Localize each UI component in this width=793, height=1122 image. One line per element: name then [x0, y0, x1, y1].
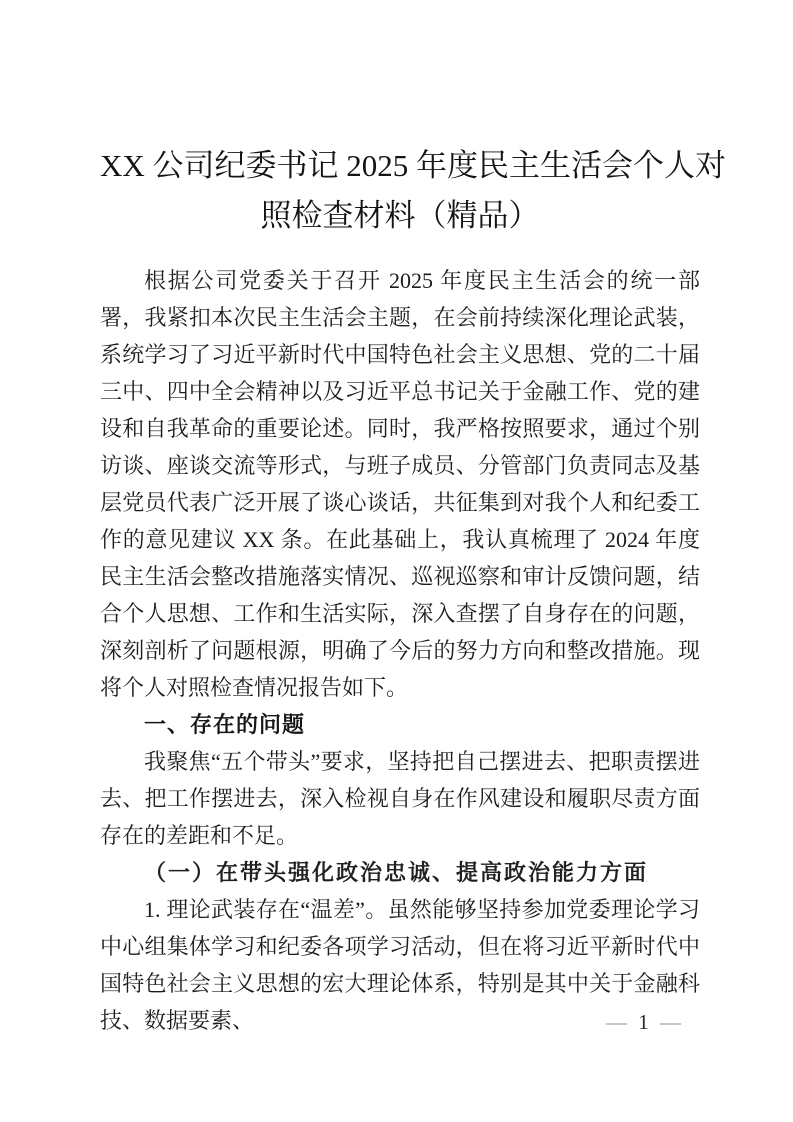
section-heading-problems: 一、存在的问题	[144, 712, 306, 737]
paragraph-focus: 我聚焦“五个带头”要求，坚持把自己摆进去、把职责摆进去、把工作摆进去，深入检视自身在作风建设和履职尽责方面存在的差距和不足。	[100, 749, 700, 848]
page-number: 1	[638, 1010, 649, 1034]
document-body	[100, 262, 700, 1039]
document-content	[100, 0, 727, 1039]
paragraph-intro: 根据公司党委关于召开 2025 年度民主生活会的统一部署，我紧扣本次民主生活会主题，在会前持续深化理论武装，系统学习了习近平新时代中国特色社会主义思想、党的二十届三中、四中全会精神以及习近平总书记关于金融工作、党的建设和自我革命的重要论述。同时，我严格按照要求，通过个别访谈、座谈交流等形式，与班子成员、分管部门负责同志及基层党员代表广泛开展了谈心谈话，共征集到对我个人和纪委工作的意见建议 XX 条。在此基础上，我认真梳理了 2024 年度民主生活会整改措施落实情况、巡视巡察和审计反馈问题，结合个人思想、工作和生活实际，深入查摆了自身存在的问题，深刻剖析了问题根源，明确了今后的努力方向和整改措施。现将个人对照检查情况报告如下。	[100, 268, 700, 700]
paragraph-theory-gap: 1. 理论武装存在“温差”。虽然能够坚持参加党委理论学习中心组集体学习和纪委各项学习活动，但在将习近平新时代中国特色社会主义思想的宏大理论体系，特别是其中关于金融科技、数据要素、	[100, 897, 700, 1033]
document-title	[100, 141, 727, 241]
footer-right-dash: —	[660, 1010, 681, 1034]
page-footer	[600, 1008, 687, 1036]
footer-left-dash: —	[606, 1010, 627, 1034]
document-title-line-2: 照检查材料（精品）	[260, 198, 540, 233]
document-title-line-1: XX 公司纪委书记 2025 年度民主生活会个人对	[100, 148, 727, 183]
sub-heading-political-loyalty: （一）在带头强化政治忠诚、提高政治能力方面	[144, 860, 649, 885]
